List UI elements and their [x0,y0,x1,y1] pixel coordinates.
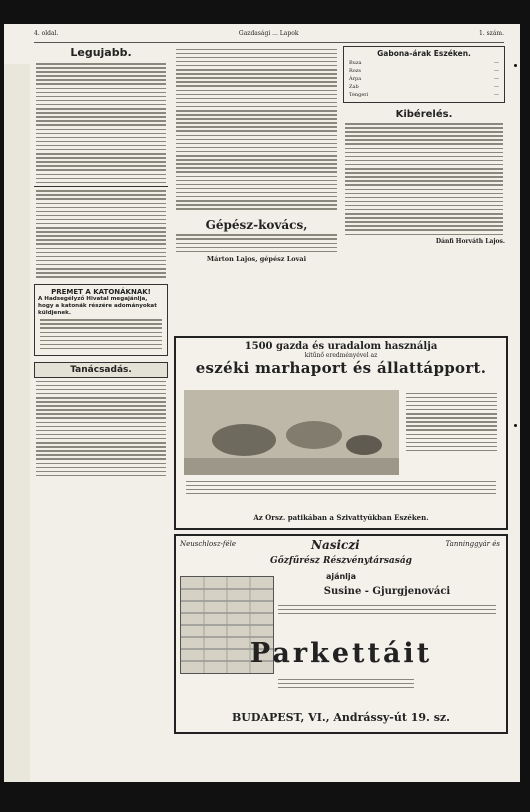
parketta-ad [174,534,508,734]
marhapor-line1: 1500 gazda és uradalom használja [244,341,438,352]
gepesz-ad [174,218,339,263]
grain-name: Tengeri [349,92,369,98]
header-center: Gazdasági ... Lapok [238,30,299,37]
parketta-info [276,676,416,691]
kiberles-signature: Dánfi Horváth Lajos. [435,237,505,245]
grain-row [348,84,500,90]
military-notice-box [34,284,168,356]
grain-row [348,68,500,74]
newspaper-page [4,24,520,782]
military-text: A Hadsegélyző Hivatal megajánlja, hogy a katonák részére adományokat küldjenek. [38,295,157,316]
marhapor-title: eszéki marhaport és állattápport. [195,359,487,377]
header-left: 4. oldal. [34,30,59,37]
left-text-block-2 [34,190,168,277]
previous-page-edge [4,64,30,782]
grain-price: — [494,68,499,74]
script-top-right: Tanninggyár és [445,540,500,548]
parketta-title: Parkettáit [249,638,433,669]
military-text-lines [38,319,164,349]
livestock-illustration-svg [184,390,399,475]
binding-hole [514,64,517,67]
right-column [343,46,505,245]
marhapor-line2: kitűnő eredményével az [304,352,378,359]
left-text-block-1 [34,63,168,183]
grain-name: Zab [349,84,359,90]
grain-table-title: Gabona-árak Eszéken. [377,49,471,58]
legujabb-title: Legujabb. [70,46,132,59]
livestock-illustration [184,390,399,475]
parketta-desc [276,602,498,617]
grain-row [348,76,500,82]
grain-price: — [494,84,499,90]
kiberles-title: Kibérelés. [395,109,453,120]
grain-name: Buza [349,60,362,66]
page-header [34,30,504,43]
marhapor-side-text [404,390,499,454]
kiberles-text [343,123,505,235]
grain-row [348,60,500,66]
divider [34,186,168,187]
company-subtitle: Gőzfűrész Részvénytársaság [270,556,412,566]
teachers-heading-box [34,362,168,378]
teachers-heading: Tanácsadás. [70,365,132,376]
marhapor-footer: Az Orsz. patikában a Szivattyúkban Eszéken. [253,513,429,522]
grain-price-table [346,58,502,100]
grain-price: — [494,76,499,82]
middle-column [174,46,339,263]
teachers-text [34,381,168,477]
middle-text-block [174,49,339,210]
parketta-address: BUDAPEST, VI., Andrássy-út 19. sz. [231,711,450,724]
grain-price: — [494,60,499,66]
gepesz-ad-text [174,234,339,252]
grain-price: — [494,92,499,98]
grain-row [348,92,500,98]
script-name: Nasiczi [311,538,360,552]
marhapor-bottom-text [184,478,498,497]
offer-text: ajánlja [325,572,357,581]
binding-hole [514,424,517,427]
script-top-left: Neuschlosz-féle [180,540,237,548]
marhapor-ad [174,336,508,530]
grain-name: Árpa [349,76,362,82]
grain-price-box [343,46,505,103]
grain-name: Rozs [349,68,361,74]
military-heading: PREMET A KATONÁKNAK! [51,287,151,296]
header-right: 1. szám. [478,30,504,37]
left-column [34,46,168,479]
gepesz-ad-title: Gépész-kovács, [205,217,308,232]
product-source: Susine - Gjurgjenováci [323,586,451,597]
gepesz-ad-name: Márton Lajos, gépész Lovai [206,254,307,263]
